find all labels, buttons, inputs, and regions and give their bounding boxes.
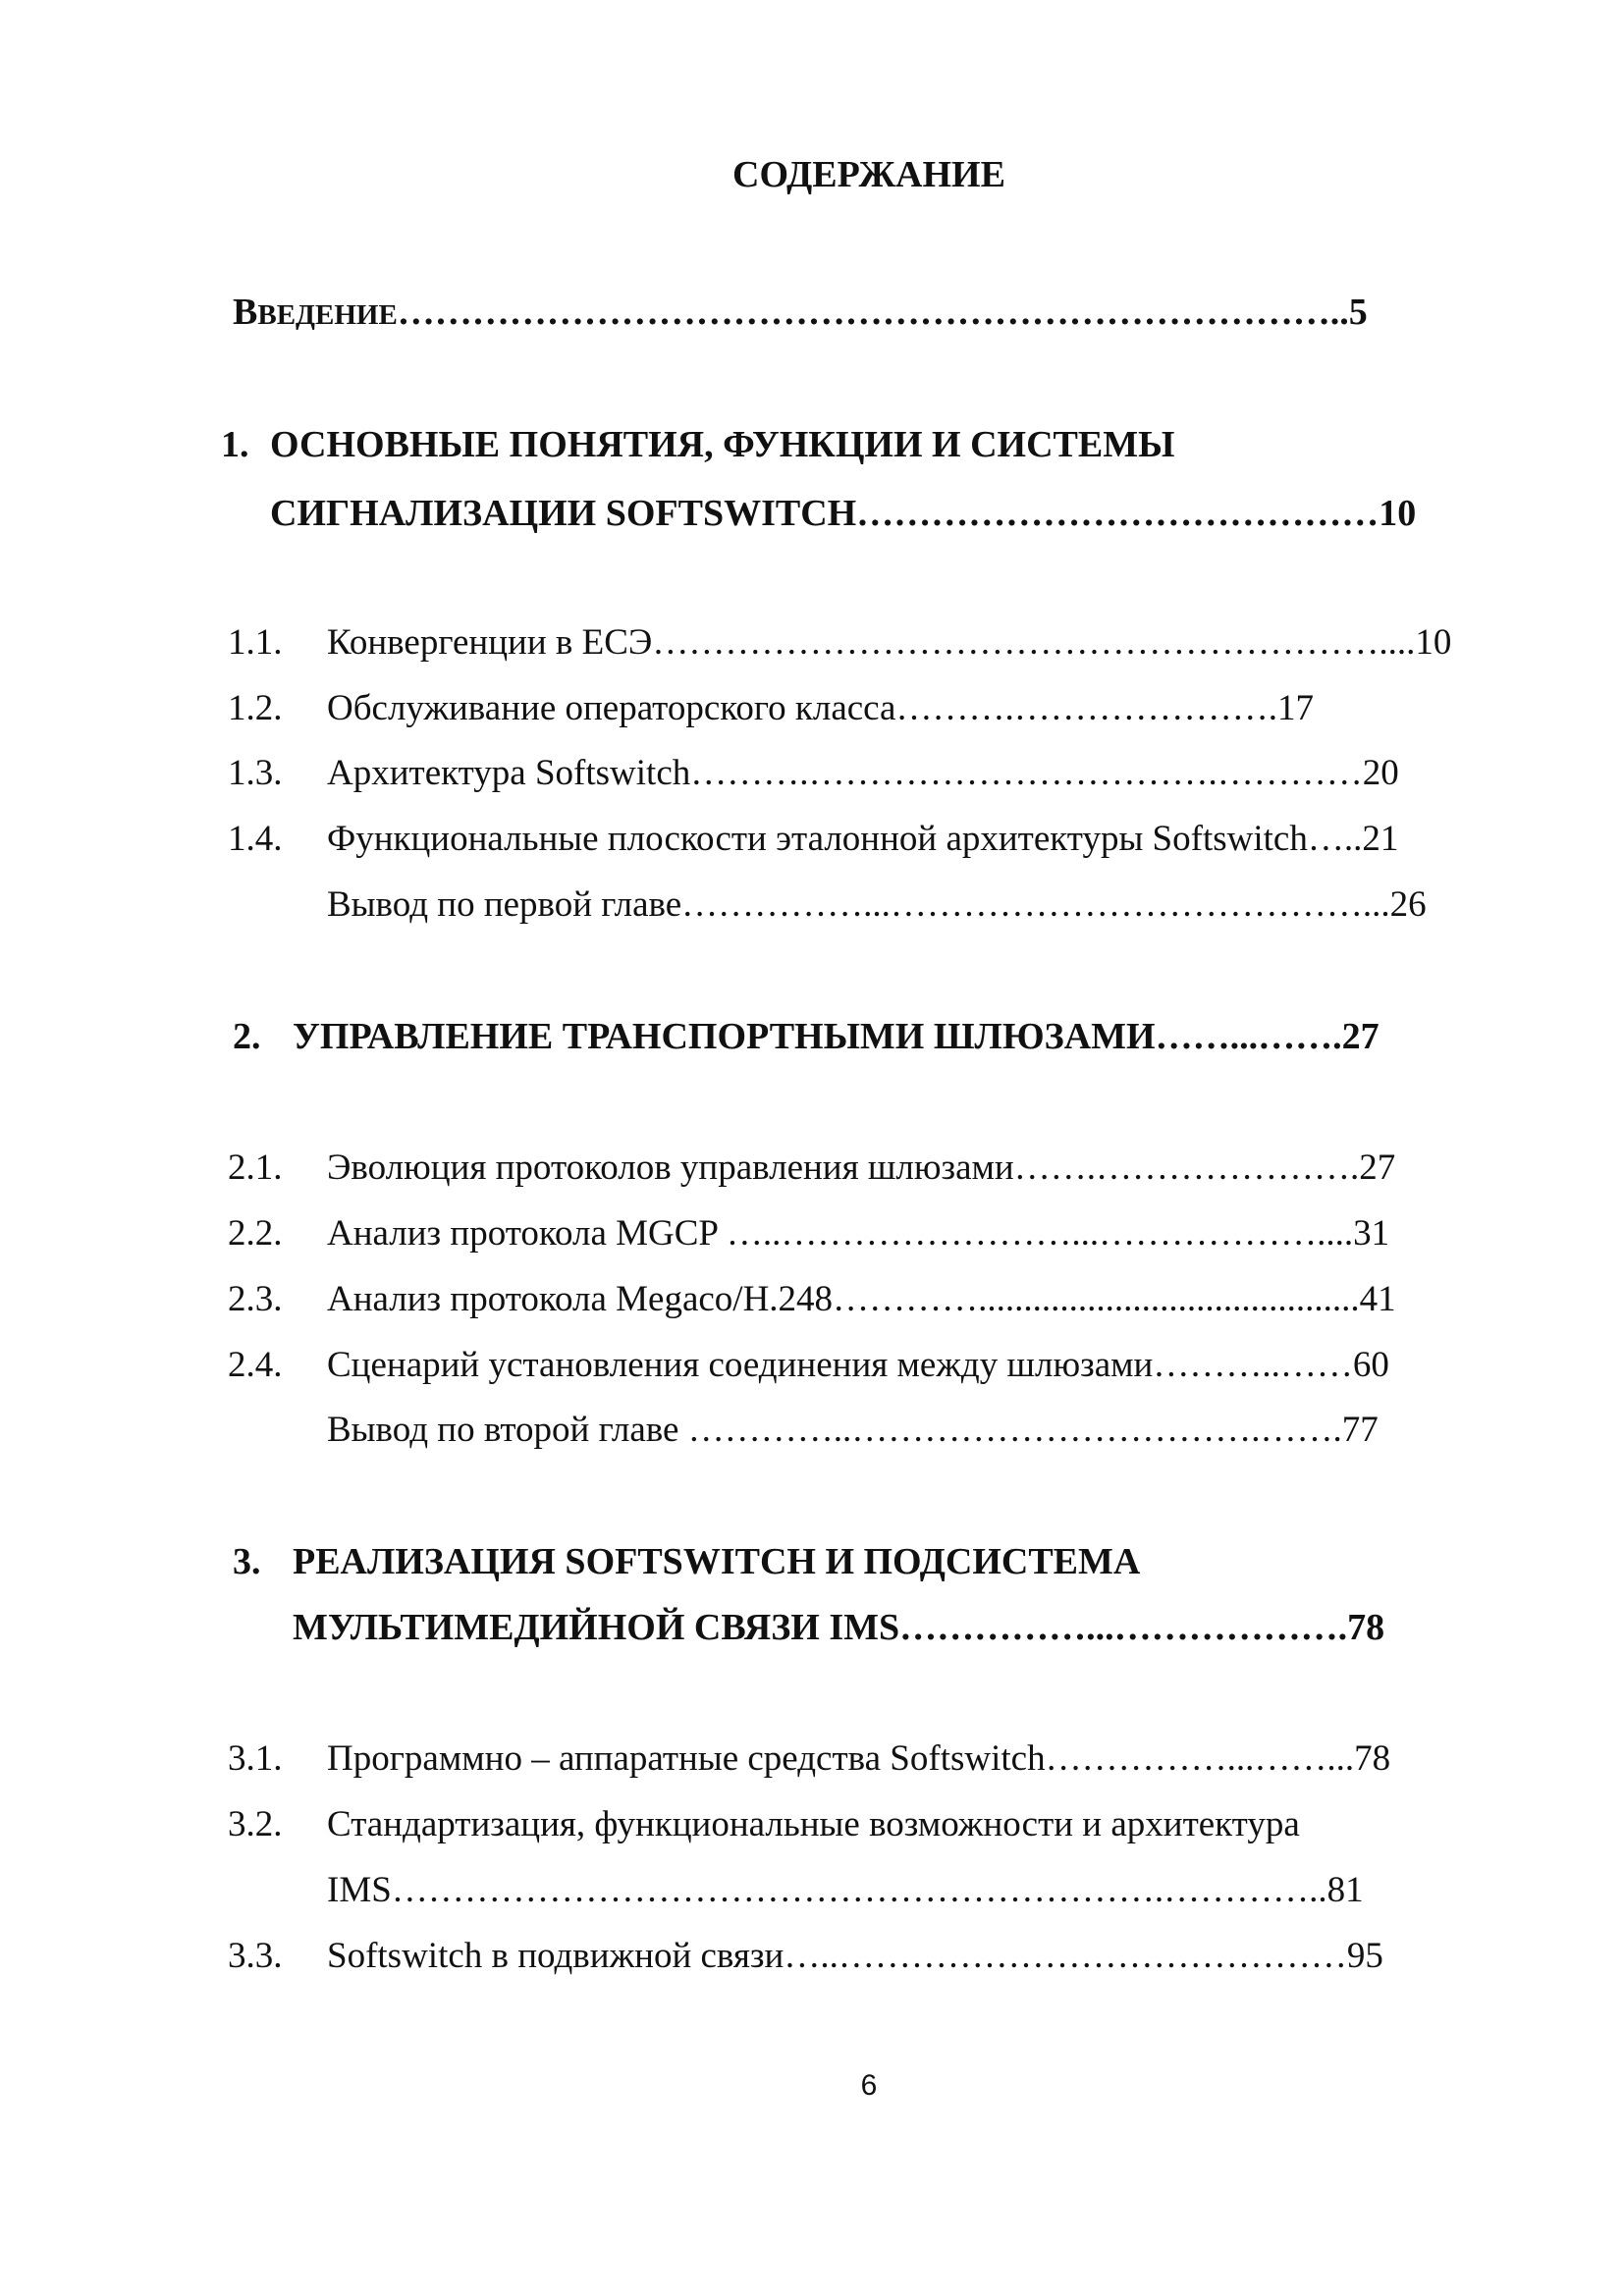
section-2-4-entry bbox=[327, 1340, 1389, 1391]
section-3-3-dots: …..…………………………………… bbox=[784, 1936, 1347, 1976]
intro-label-first: В bbox=[233, 292, 258, 333]
section-1-2-number: 1.2. bbox=[228, 688, 283, 728]
section-1-3-page: 20 bbox=[1362, 753, 1399, 793]
chapter-3-dots: ……………...………………. bbox=[899, 1607, 1348, 1648]
section-2-conclusion-title: Вывод по второй главе bbox=[327, 1410, 679, 1450]
chapter-1-number: 1. bbox=[221, 424, 249, 465]
section-1-4-page: 21 bbox=[1362, 819, 1399, 859]
chapter-1-dots: …………………………………… bbox=[856, 493, 1380, 534]
section-1-4-entry bbox=[327, 814, 1398, 865]
section-2-3-title: Анализ протокола Megaco/H.248 bbox=[327, 1279, 834, 1319]
chapter-3-title-line1: РЕАЛИЗАЦИЯ SOFTSWITCH И ПОДСИСТЕМА bbox=[293, 1541, 1141, 1582]
chapter-3-title-line2 bbox=[293, 1602, 1384, 1653]
section-2-2-entry bbox=[327, 1208, 1389, 1259]
section-1-conclusion-page: 26 bbox=[1389, 884, 1427, 925]
section-3-3-title: Softswitch в подвижной связи bbox=[327, 1936, 784, 1976]
section-1-1-number: 1.1. bbox=[228, 622, 283, 663]
toc-intro-entry bbox=[233, 287, 1368, 346]
chapter-1-title-line2 bbox=[270, 488, 1416, 539]
section-1-conclusion-dots: ……………...…………………………………... bbox=[681, 884, 1390, 925]
section-1-2-dots: ……….…………………. bbox=[895, 688, 1277, 728]
intro-label-rest: ВЕДЕНИЕ bbox=[257, 299, 398, 331]
section-2-4-page: 60 bbox=[1352, 1345, 1389, 1385]
intro-page: 5 bbox=[1348, 292, 1368, 333]
section-3-2-dots: ……………………………………………………….………….. bbox=[391, 1870, 1327, 1910]
section-2-1-number: 2.1. bbox=[228, 1148, 283, 1188]
section-2-3-dots: ………….......................................... bbox=[833, 1279, 1360, 1319]
section-2-1-page: 27 bbox=[1359, 1148, 1396, 1188]
toc-title: СОДЕРЖАНИЕ bbox=[732, 154, 1005, 195]
chapter-3-page: 78 bbox=[1347, 1607, 1385, 1648]
section-2-2-number: 2.2. bbox=[228, 1213, 283, 1254]
section-1-conclusion-entry bbox=[327, 880, 1427, 931]
section-2-2-page: 31 bbox=[1353, 1213, 1390, 1254]
section-3-2-title: Стандартизация, функциональные возможности и архитектура bbox=[327, 1804, 1300, 1844]
section-3-3-page: 95 bbox=[1346, 1936, 1383, 1976]
section-1-2-entry bbox=[327, 683, 1314, 734]
chapter-2-dots: ……...……. bbox=[1155, 1016, 1342, 1057]
section-2-2-title: Анализ протокола MGCP bbox=[327, 1213, 718, 1254]
section-1-1-entry bbox=[327, 617, 1451, 668]
section-3-2-page: 81 bbox=[1326, 1870, 1364, 1910]
section-2-3-entry bbox=[327, 1274, 1396, 1325]
section-2-3-number: 2.3. bbox=[228, 1279, 283, 1319]
section-1-1-dots: …………………………………………………….... bbox=[652, 622, 1416, 663]
section-2-1-entry bbox=[327, 1143, 1395, 1194]
section-1-1-title: Конвергенции в ЕСЭ bbox=[327, 622, 653, 663]
section-1-3-entry bbox=[327, 748, 1399, 799]
section-1-3-dots: ……….…………………………….………… bbox=[690, 753, 1363, 793]
chapter-2-number: 2. bbox=[233, 1016, 261, 1057]
chapter-2-page: 27 bbox=[1341, 1016, 1380, 1057]
section-3-1-dots: ……………...……... bbox=[1045, 1738, 1355, 1779]
section-3-2-number: 3.2. bbox=[228, 1804, 283, 1844]
page-number: 6 bbox=[860, 2069, 878, 2102]
chapter-1-page: 10 bbox=[1379, 493, 1417, 534]
section-1-conclusion-title: Вывод по первой главе bbox=[327, 884, 682, 925]
section-1-4-dots: ….. bbox=[1307, 819, 1363, 859]
chapter-3-line2-text: МУЛЬТИМЕДИЙНОЙ СВЯЗИ IMS bbox=[293, 1607, 900, 1648]
section-3-1-page: 78 bbox=[1354, 1738, 1391, 1779]
section-2-conclusion-page: 77 bbox=[1341, 1410, 1379, 1450]
section-1-3-number: 1.3. bbox=[228, 753, 283, 793]
section-3-2-title-line2: IMS bbox=[327, 1870, 392, 1910]
section-3-1-number: 3.1. bbox=[228, 1738, 283, 1779]
chapter-3-number: 3. bbox=[233, 1541, 261, 1582]
section-1-3-title: Архитектура Softswitch bbox=[327, 753, 691, 793]
section-2-conclusion-entry bbox=[327, 1405, 1379, 1456]
section-1-2-title: Обслуживание операторского класса bbox=[327, 688, 896, 728]
section-2-3-page: 41 bbox=[1359, 1279, 1396, 1319]
section-3-1-entry bbox=[327, 1734, 1390, 1785]
section-2-4-dots: ………..…… bbox=[1153, 1345, 1353, 1385]
section-2-1-title: Эволюция протоколов управления шлюзами bbox=[327, 1148, 1014, 1188]
section-3-3-entry bbox=[327, 1931, 1383, 1982]
section-2-4-title: Сценарий установления соединения между шлюзами bbox=[327, 1345, 1154, 1385]
section-2-1-dots: …….…………………. bbox=[1013, 1148, 1360, 1188]
section-2-conclusion-dots: …………..…………………………….……. bbox=[678, 1410, 1342, 1450]
section-1-1-page: 10 bbox=[1415, 622, 1452, 663]
chapter-1-line2-text: СИГНАЛИЗАЦИИ SOFTSWITCH bbox=[270, 493, 857, 534]
section-1-4-title: Функциональные плоскости эталонной архитектуры Softswitch bbox=[327, 819, 1308, 859]
chapter-2-line1-text: УПРАВЛЕНИЕ ТРАНСПОРТНЫМИ ШЛЮЗАМИ bbox=[293, 1016, 1156, 1057]
section-3-1-title: Программно – аппаратные средства Softswitch bbox=[327, 1738, 1046, 1779]
section-1-2-page: 17 bbox=[1276, 688, 1314, 728]
section-3-2-entry-line2 bbox=[327, 1865, 1364, 1916]
chapter-1-title-line1: ОСНОВНЫЕ ПОНЯТИЯ, ФУНКЦИИ И СИСТЕМЫ bbox=[270, 424, 1175, 465]
section-1-4-number: 1.4. bbox=[228, 819, 283, 859]
section-2-2-dots: …..……………………...……………….... bbox=[717, 1213, 1354, 1254]
section-2-4-number: 2.4. bbox=[228, 1345, 283, 1385]
section-3-3-number: 3.3. bbox=[228, 1936, 283, 1976]
intro-dots: ………………………………………………………………….. bbox=[397, 292, 1349, 333]
chapter-2-title bbox=[293, 1011, 1380, 1062]
